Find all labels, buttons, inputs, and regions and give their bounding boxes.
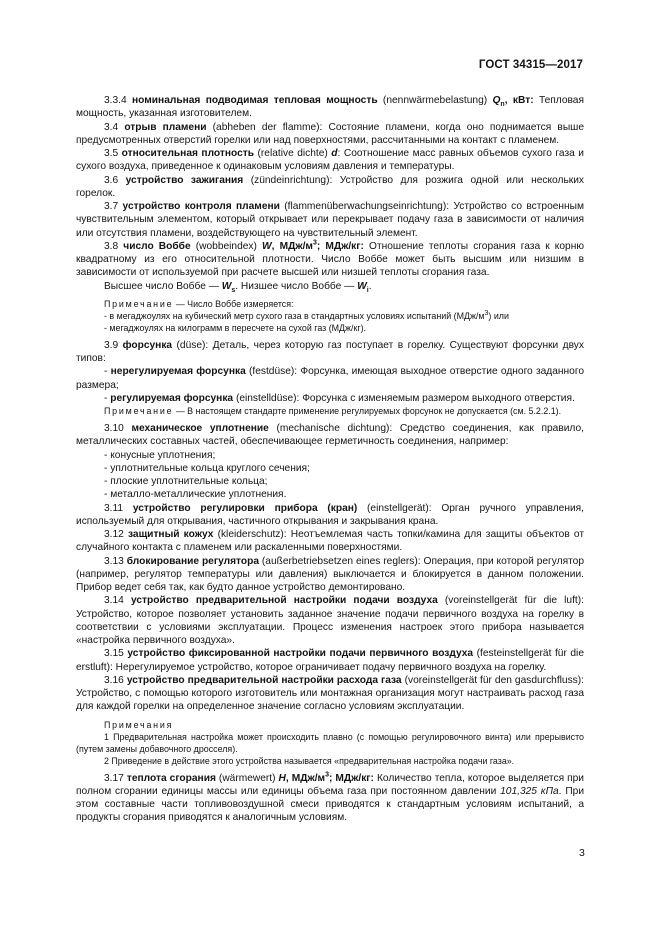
pressure-value: 101,325 кПа (500, 785, 559, 797)
term: нерегулируемая форсунка (110, 366, 246, 378)
clause-3-9: 3.9 форсунка (düse): Деталь, через которую газ поступает в горелку. Существуют форсунки двух типов: (76, 339, 584, 364)
term: устройство предварительной настройки расхода газа (126, 674, 402, 686)
note-label: Примечание (104, 406, 174, 416)
note-label: Примечание (104, 298, 174, 309)
clause-3-12: 3.12 защитный кожух (kleiderschutz): Неотъемлемая часть топки/камина для защиты объектов от случайного контакта с пламенем или раскаленными поверхностями. (76, 529, 584, 554)
page-number: 3 (579, 847, 585, 859)
term: устройство предварительной настройки подачи воздуха (130, 595, 438, 607)
clause-3-17: 3.17 теплота сгорания (wärmewert) H, МДж/$м^3$; МДж/кг: Количество тепла, которое выделяется при полном сгорании единицы массы или единицы объема газа при постоянном давлении 101,325 кПа. При этом составные части топливовоздушной смеси приводятся к стандартным условиям испытаний, а продукты сгорания приводятся к аналогичным условиям. (76, 771, 585, 824)
clause-3-14: 3.14 устройство предварительной настройки подачи воздуха (voreinstellgerät für die luft): Устройство, которое позволяет установить заданное значение подачи первичного воздуха на горелку в соответствии с условиями эксплуатации. Процесс изменения настроек этого прибора называется «настройка первичного воздуха». (76, 595, 584, 646)
page-content (76, 94, 584, 825)
term: номинальная подводимая тепловая мощность (132, 95, 378, 106)
notes-gas-presetting (76, 719, 584, 767)
note-item: 1 Предварительная настройка может происходить плавно (с помощью регулировочного винта) или прерывисто (путем замены добавочного дросселя). (76, 731, 584, 754)
term: теплота сгорания (126, 772, 216, 784)
clause-3-16: 3.16 устройство предварительной настройки расхода газа (voreinstellgerät für den gasdurchfluss): Устройство, с помощью которого изготовитель или монтажная организация могут настраивать расход газа для каждой горелки на определенное значение согласно условиям эксплуатации. (76, 674, 584, 713)
list-item: - конусные уплотнения; (104, 449, 216, 461)
symbol: W (262, 240, 272, 252)
term: защитный кожух (127, 529, 214, 540)
clause-3-4: 3.4 отрыв пламени (abheben der flamme): Состояние пламени, когда оно поднимается выше предусмотренных отверстий горелки или над поверхностями, рассчитанными на контакт с пламенем. (76, 121, 584, 146)
clause-3-7: 3.7 устройство контроля пламени (flammenüberwachungseinrichtung): Устройство со встроенным чувствительным элементом, который открывает или перекрывает подачу газа в зависимости от наличия или отсутствия пламени, воздействующего на чувствительный элемент. (76, 201, 584, 239)
clause-3-9-item-fixed: - нерегулируемая форсунка (festdüse): Форсунка, имеющая выходное отверстие одного заданного размера; (76, 366, 584, 391)
document-header: ГОСТ 34315—2017 (478, 59, 583, 71)
symbol: d (331, 148, 338, 159)
list-item: - уплотнительные кольца круглого сечения; (104, 462, 310, 474)
clause-3-9-item-adjustable: - регулируемая форсунка (einstelldüse): Форсунка с изменяемым размером выходного отверстия. (104, 392, 575, 404)
term: механическое уплотнение (131, 423, 269, 434)
symbol: Q (492, 95, 501, 106)
wobbe-higher-lower: Высшее число Воббе — $W_s$. Низшее число Воббе — $W_i$. (104, 280, 372, 294)
seal-list (76, 449, 584, 502)
note-label: Примечания (104, 719, 174, 730)
term: устройство регулировки прибора (кран) (132, 502, 358, 514)
clause-3-13: 3.13 блокирование регулятора (außerbetriebsetzen eines reglers): Операция, при которой регулятор (например, регулятор температуры или давления) выключается и блокируется в данном положении. Прибор ведет себя так, как будто данное устройство демонтировано. (76, 555, 584, 593)
clause-3-10: 3.10 механическое уплотнение (mechanische dichtung): Средство соединения, как правило, металлических составных частей, обеспечивающее герметичность соединения, например: (76, 423, 584, 448)
note-item: 2 Приведение в действие этого устройства называется «предварительная настройка подачи газа». (104, 755, 515, 766)
term: устройство зажигания (125, 174, 244, 186)
term: форсунка (122, 339, 173, 351)
term: устройство контроля пламени (122, 201, 280, 212)
list-item: - плоские уплотнительные кольца; (104, 476, 268, 487)
clause-3-3-4: 3.3.4 номинальная подводимая тепловая мощность (nennwärmebelastung) $Q_n$, кВт: Тепловая мощность, указанная изготовителем. (76, 95, 584, 120)
clause-3-15: 3.15 устройство фиксированной настройки подачи первичного воздуха (festeinstellgerät für die erstluft): Нерегулируемое устройство, которое ограничивает подачу первичного воздуха на горелку. (76, 648, 584, 673)
term: устройство фиксированной настройки подачи первичного воздуха (127, 648, 474, 660)
clause-3-8: 3.8 число Воббе (wobbeindex) W, МДж/$м^3$; МДж/кг: Отношение теплоты сгорания газа к корню квадратному из его относительной плотности. Число Воббе может быть высшим или низшим в зависимости от используемой при расчете высшей или низшей теплоты сгорания газа. (76, 239, 584, 279)
clause-3-5: 3.5 относительная плотность (relative dichte) d: Соотношение масс равных объемов сухого газа и сухого воздуха, приведенное к одинаковым условиям давления и температуры. (76, 148, 584, 173)
term: блокирование регулятора (126, 555, 259, 567)
note-wobbe: Примечание — Число Воббе измеряется: - в мегаджоулях на кубический метр сухого газа в стандартных условиях испытаний $(МДж/м^3)$ или - мегаджоулях на килограмм в пересчете на сухой газ (МДж/кг). (104, 298, 509, 333)
list-item: - металло-металлические уплотнения. (104, 489, 287, 501)
symbol: H (278, 772, 286, 784)
term: регулируемая форсунка (110, 392, 234, 404)
term: отрыв пламени (124, 121, 207, 133)
note-injectors: Примечание — В настоящем стандарте применение регулируемых форсунок не допускается (см. 5.2.2.1). (104, 406, 562, 416)
clause-3-6: 3.6 устройство зажигания (zündeinrichtung): Устройство для розжига одной или нескольких горелок. (76, 174, 584, 199)
term: относительная плотность (121, 148, 255, 159)
clause-3-11: 3.11 устройство регулировки прибора (кран) (einstellgerät): Орган ручного управления, используемый для открывания, частичного открывания и закрывания крана. (76, 502, 584, 527)
term: число Воббе (123, 240, 191, 252)
